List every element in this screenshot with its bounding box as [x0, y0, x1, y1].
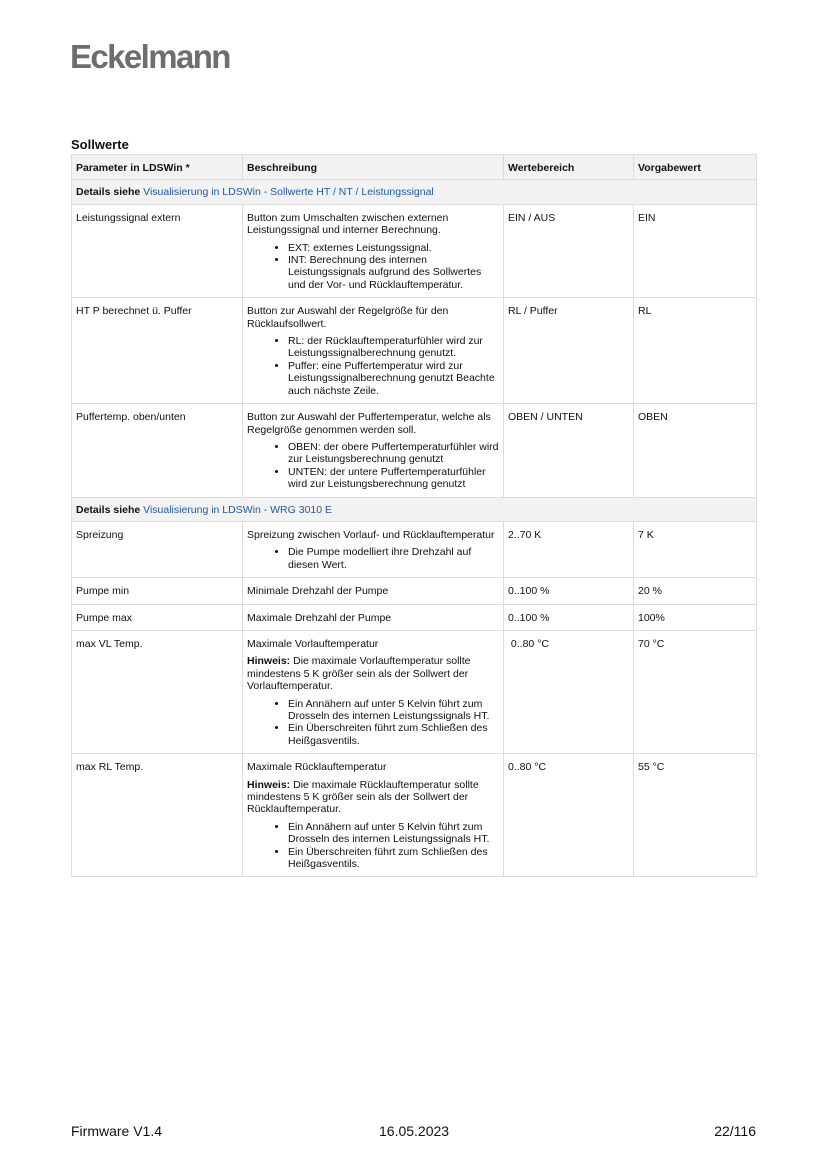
- range-cell: EIN / AUS: [504, 204, 634, 297]
- bullet-item: • Ein Überschreiten führt zum Schließen des Heißgasventils.: [288, 722, 499, 747]
- details-link-setpoints[interactable]: Visualisierung in LDSWin - Sollwerte HT / NT / Leistungssignal: [143, 186, 434, 199]
- default-cell: OBEN: [634, 404, 757, 497]
- description-cell: Maximale Drehzahl der Pumpe: [243, 604, 504, 630]
- bullet-item: • Ein Überschreiten führt zum Schließen des Heißgasventils.: [288, 846, 499, 871]
- hint-label: Hinweis:: [247, 778, 291, 791]
- bullet-item: • RL: der Rücklauftemperaturfühler wird zur Leistungssignalberechnung genutzt.: [288, 335, 499, 360]
- param-cell: max RL Temp.: [72, 754, 243, 877]
- default-cell: RL: [634, 298, 757, 404]
- range-cell: 2..70 K: [504, 521, 634, 577]
- hint-body: Die maximale Rücklauftemperatur sollte mindestens 5 K größer sein als der Sollwert der Rücklauftemperatur.: [247, 778, 479, 816]
- eckelmann-logo: Eckelmann: [70, 38, 230, 75]
- hint-label: Hinweis:: [247, 655, 291, 668]
- bullet-item: • Puffer: eine Puffertemperatur wird zur Leistungssignalberechnung genutzt Beachte auch nächste Zeile.: [288, 360, 499, 397]
- param-cell: Leistungssignal extern: [72, 204, 243, 297]
- bullet-list: [247, 441, 499, 491]
- description-text: Maximale Vorlauftemperatur: [247, 637, 379, 650]
- description-cell: [243, 404, 504, 497]
- description-cell: [243, 298, 504, 404]
- description-cell: [243, 521, 504, 577]
- details-label: Details siehe: [76, 186, 141, 199]
- bullet-item: • UNTEN: der untere Puffertemperaturfühler wird zur Leistungsberechnung genutzt: [288, 466, 499, 491]
- bullet-item: • EXT: externes Leistungssignal.: [288, 242, 499, 254]
- param-cell: Pumpe max: [72, 604, 243, 630]
- default-cell: 7 K: [634, 521, 757, 577]
- bullet-item: • Die Pumpe modelliert ihre Drehzahl auf diesen Wert.: [288, 546, 499, 571]
- description-cell: [243, 754, 504, 877]
- default-cell: 55 °C: [634, 754, 757, 877]
- table-row: [72, 578, 757, 604]
- bullet-list: [247, 698, 499, 748]
- range-cell: RL / Puffer: [504, 298, 634, 404]
- description-text: Spreizung zwischen Vorlauf- und Rücklauftemperatur: [247, 528, 495, 541]
- details-link-wrg[interactable]: Visualisierung in LDSWin - WRG 3010 E: [143, 503, 333, 516]
- table-row: [72, 604, 757, 630]
- details-label: Details siehe: [76, 503, 141, 516]
- param-cell: Puffertemp. oben/unten: [72, 404, 243, 497]
- param-cell: HT P berechnet ü. Puffer: [72, 298, 243, 404]
- table-row: [72, 754, 757, 877]
- default-cell: 20 %: [634, 578, 757, 604]
- range-cell: 0..100 %: [504, 604, 634, 630]
- group-row-setpoints: [72, 180, 757, 204]
- hint-text: [247, 779, 499, 816]
- bullet-item: • OBEN: der obere Puffertemperaturfühler wird zur Leistungsberechnung genutzt: [288, 441, 499, 466]
- description-text: Button zur Auswahl der Puffertemperatur, welche als Regelgröße genommen werden soll.: [247, 411, 491, 436]
- description-text: Maximale Rücklauftemperatur: [247, 761, 387, 774]
- default-cell: 70 °C: [634, 630, 757, 753]
- footer-date: 16.05.2023: [379, 1123, 450, 1139]
- bullet-item: • Ein Annähern auf unter 5 Kelvin führt zum Drosseln des internen Leistungssignals HT.: [288, 821, 499, 846]
- bullet-list: [247, 546, 499, 571]
- footer-firmware: Firmware V1.4: [71, 1123, 163, 1139]
- header-value-range: Wertebereich: [504, 155, 634, 180]
- header-parameter: Parameter in LDSWin *: [72, 155, 243, 180]
- range-cell: OBEN / UNTEN: [504, 404, 634, 497]
- hint-text: [247, 655, 499, 692]
- setpoints-table: [71, 154, 757, 877]
- param-cell: max VL Temp.: [72, 630, 243, 753]
- hint-body: Die maximale Vorlauftemperatur sollte mindestens 5 K größer sein als der Sollwert der Vorlauftemperatur.: [247, 655, 471, 693]
- param-cell: Pumpe min: [72, 578, 243, 604]
- bullet-list: [247, 335, 499, 397]
- bullet-item: • INT: Berechnung des internen Leistungssignals aufgrund des Sollwertes und der Vor- und Rücklauftemperatur.: [288, 254, 499, 291]
- range-cell: 0..80 °C: [504, 754, 634, 877]
- bullet-item: • Ein Annähern auf unter 5 Kelvin führt zum Drosseln des internen Leistungssignals HT.: [288, 698, 499, 723]
- footer-page-number: 22/116: [714, 1123, 756, 1139]
- header-default-value: Vorgabewert: [634, 155, 757, 180]
- description-cell: [243, 204, 504, 297]
- description-cell: Minimale Drehzahl der Pumpe: [243, 578, 504, 604]
- description-cell: [243, 630, 504, 753]
- table-row: [72, 521, 757, 577]
- group-cell: [72, 180, 757, 204]
- table-header-row: [72, 155, 757, 180]
- range-cell: 0..100 %: [504, 578, 634, 604]
- table-row: [72, 298, 757, 404]
- bullet-list: [247, 821, 499, 871]
- range-cell: 0..80 °C: [504, 630, 634, 753]
- group-row-wrg: [72, 497, 757, 521]
- group-cell: [72, 497, 757, 521]
- bullet-list: [247, 242, 499, 292]
- header-description: Beschreibung: [243, 155, 504, 180]
- table-row: [72, 204, 757, 297]
- param-cell: Spreizung: [72, 521, 243, 577]
- description-text: Button zum Umschalten zwischen externen Leistungssignal und interner Berechnung.: [247, 211, 449, 237]
- section-title: Sollwerte: [71, 137, 129, 152]
- default-cell: EIN: [634, 204, 757, 297]
- default-cell: 100%: [634, 604, 757, 630]
- table-row: [72, 404, 757, 497]
- description-text: Button zur Auswahl der Regelgröße für den Rücklaufsollwert.: [247, 305, 449, 330]
- table-row: [72, 630, 757, 753]
